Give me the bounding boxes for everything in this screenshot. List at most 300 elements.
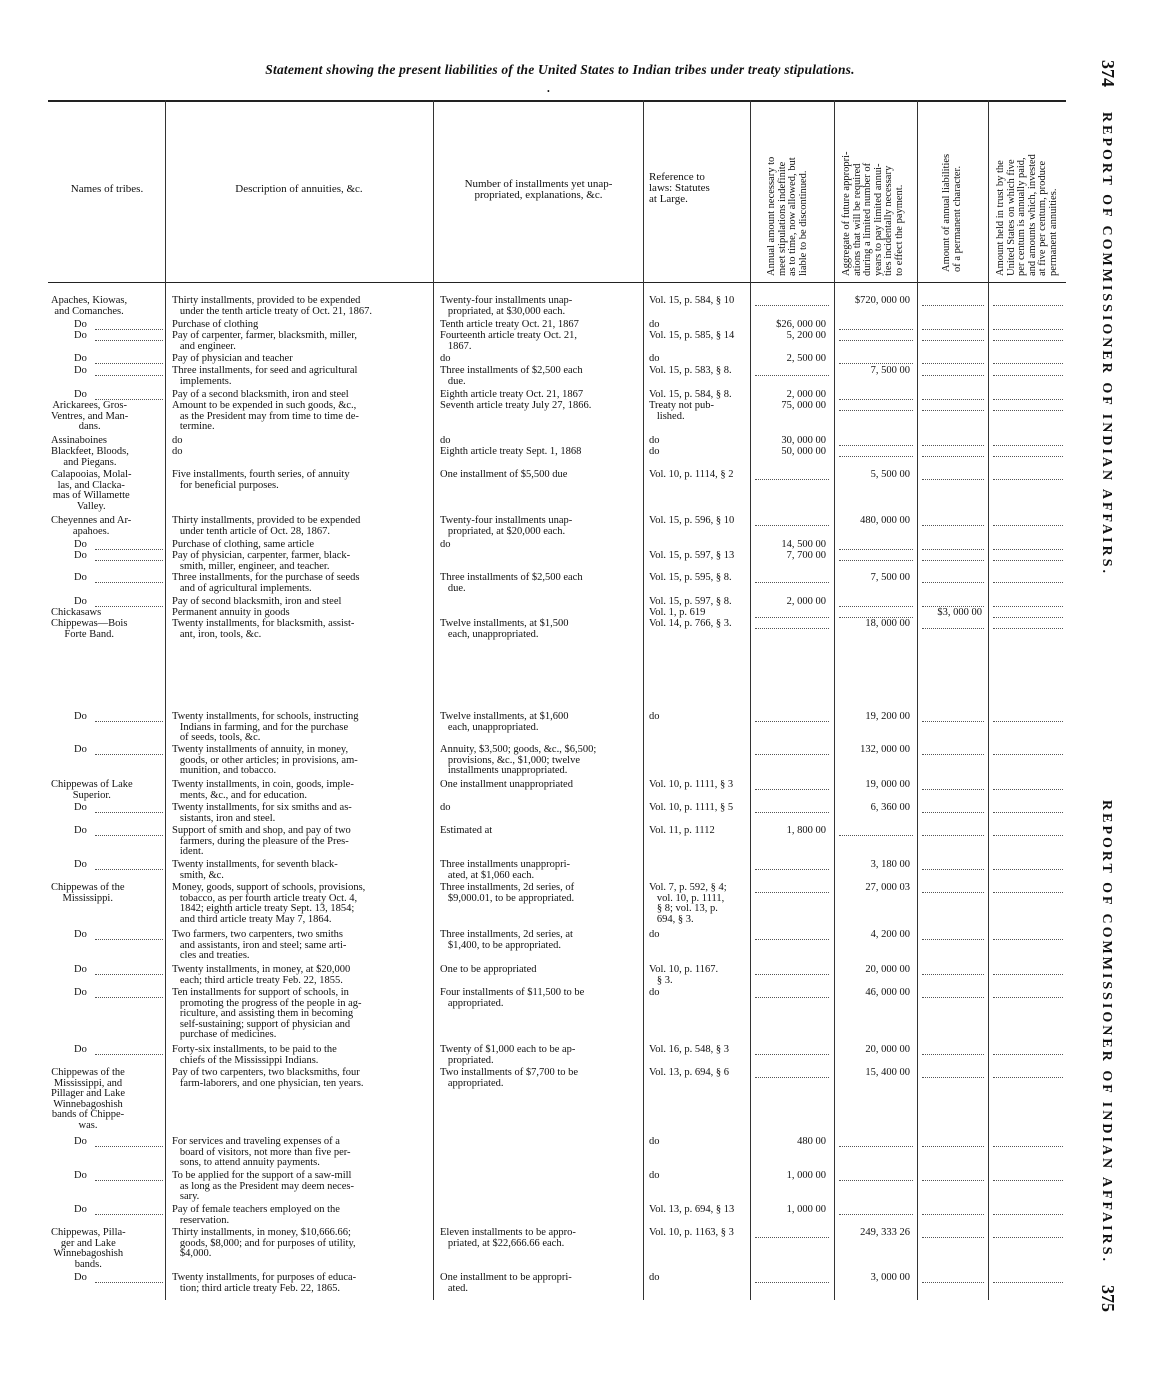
dot-leader [839, 399, 913, 401]
installments-note: Annuity, $3,500; goods, &c., $6,500; provisions, &c., $1,000; twelve installments unappropriated. [440, 744, 597, 776]
dot-leader [755, 582, 829, 584]
col-divider-6 [917, 100, 918, 1300]
law-reference: Treaty not pub- lished. [649, 400, 714, 422]
dot-leader [922, 869, 984, 871]
installments-note: do [440, 802, 451, 813]
dot-leader [755, 525, 829, 527]
side-header-bottom: REPORT OF COMMISSIONER OF INDIAN AFFAIRS. [1099, 800, 1114, 1264]
tribe-name: Blackfeet, Bloods, and Piegans. [51, 446, 129, 468]
annuity-description: Twenty installments of annuity, in money, goods, or other articles; in provisions, am- munition, and tobacco. [172, 744, 358, 776]
installments-note: Fourteenth article treaty Oct. 21, 1867. [440, 330, 578, 352]
dot-leader [993, 1282, 1063, 1284]
dot-leader [922, 305, 984, 307]
dot-leader [95, 1282, 163, 1284]
dot-leader [993, 363, 1063, 365]
dot-leader [755, 479, 829, 481]
law-reference: Vol. 13, p. 694, § 6 [649, 1067, 730, 1078]
law-reference: Vol. 15, p. 597, § 8. [649, 596, 732, 607]
annuity-description: Purchase of clothing [172, 319, 259, 330]
header-trust: Amount held in trust by the United States on which five per centum is annually paid, and amounts which, invested at five per centum, produce permanent annuities. [995, 154, 1059, 276]
law-reference: do [649, 929, 660, 940]
dot-leader [839, 835, 913, 837]
aggregate-amount: 19, 200 00 [865, 711, 910, 722]
dot-leader [839, 410, 913, 412]
annuity-description: Twenty installments, for purposes of educa- tion; third article treaty Feb. 22, 1865. [172, 1272, 357, 1294]
tribe-name: Calapooias, Molal- las, and Clacka- mas of Willamette Valley. [51, 469, 132, 512]
law-reference: Vol. 15, p. 584, § 8. [649, 389, 732, 400]
installments-note: do [440, 353, 451, 364]
aggregate-amount: 480, 000 00 [860, 515, 910, 526]
tribe-name: Do [74, 802, 87, 813]
installments-note: Twenty-four installments unap- propriated, at $30,000 each. [440, 295, 573, 317]
dot-leader [95, 340, 163, 342]
annuity-description: To be applied for the support of a saw-mill as long as the President may deem neces- sary. [172, 1170, 354, 1202]
dot-leader [993, 628, 1063, 630]
dot-leader [993, 835, 1063, 837]
dot-leader [922, 525, 984, 527]
law-reference: Vol. 7, p. 592, § 4; vol. 10, p. 1111, § 8; vol. 13, p. 694, § 3. [649, 882, 727, 925]
aggregate-amount: 3, 180 00 [870, 859, 910, 870]
law-reference: do [649, 435, 660, 446]
dot-leader [993, 456, 1063, 458]
law-reference: Vol. 10, p. 1111, § 5 [649, 802, 734, 813]
installments-note: One installment to be appropri- ated. [440, 1272, 572, 1294]
tribe-name: Do [74, 353, 87, 364]
annual-amount: 75, 000 00 [781, 400, 826, 411]
side-header-top: REPORT OF COMMISSIONER OF INDIAN AFFAIRS. [1099, 112, 1114, 576]
annuity-description: Pay of female teachers employed on the reservation. [172, 1204, 340, 1226]
dot-leader [95, 721, 163, 723]
dot-leader [922, 1214, 984, 1216]
law-reference: do [649, 319, 660, 330]
annuity-description: Forty-six installments, to be paid to the chiefs of the Mississippi Indians. [172, 1044, 337, 1066]
installments-note: One installment of $5,500 due [440, 469, 568, 480]
dot-leader [993, 560, 1063, 562]
annuity-description: Pay of physician and teacher [172, 353, 293, 364]
dot-leader [993, 892, 1063, 894]
col-divider-3 [643, 100, 644, 1300]
dot-leader [993, 479, 1063, 481]
page-number-bottom: 375 [1098, 1285, 1118, 1312]
tribe-name: Apaches, Kiowas, and Comanches. [51, 295, 128, 317]
installments-note: Eleven installments to be appro- priated, at $22,666.66 each. [440, 1227, 576, 1249]
installments-note: Eighth article treaty Sept. 1, 1868 [440, 446, 582, 457]
dot-leader [839, 445, 913, 447]
page-title: Statement showing the present liabilities of the United States to Indian tribes under treaty stipulations. [265, 62, 855, 77]
aggregate-amount: 46, 000 00 [865, 987, 910, 998]
aggregate-amount: 3, 000 00 [870, 1272, 910, 1283]
dot-leader [993, 1077, 1063, 1079]
dot-leader [922, 399, 984, 401]
annuity-description: Thirty installments, provided to be expended under tenth article of Oct. 28, 1867. [172, 515, 361, 537]
dot-leader [922, 582, 984, 584]
dot-leader [755, 789, 829, 791]
dot-leader [755, 869, 829, 871]
dot-leader [755, 754, 829, 756]
dot-leader [922, 479, 984, 481]
header-permanent: Amount of annual liabilities of a permanent character. [941, 153, 963, 272]
tribe-name: Do [74, 859, 87, 870]
dot-leader [755, 974, 829, 976]
dot-leader [993, 410, 1063, 412]
annual-amount: $26, 000 00 [776, 319, 826, 330]
law-reference: do [649, 711, 660, 722]
installments-note: Twelve installments, at $1,600 each, unappropriated. [440, 711, 569, 733]
dot-leader [95, 560, 163, 562]
dot-leader [95, 549, 163, 551]
dot-leader [839, 1146, 913, 1148]
dot-leader [755, 721, 829, 723]
tribe-name: Do [74, 1170, 87, 1181]
dot-leader [922, 363, 984, 365]
installments-note: One installment unappropriated [440, 779, 573, 790]
dot-leader [993, 399, 1063, 401]
dot-leader [755, 628, 829, 630]
dot-leader [95, 606, 163, 608]
tribe-name: Do [74, 1136, 87, 1147]
header-reference: Reference to laws: Statutes at Large. [649, 171, 710, 205]
dot-leader [922, 1237, 984, 1239]
dot-leader [993, 1237, 1063, 1239]
annual-amount: 2, 000 00 [786, 596, 826, 607]
dot-leader [993, 754, 1063, 756]
dot-leader [95, 1146, 163, 1148]
installments-note: Four installments of $11,500 to be appropriated. [440, 987, 585, 1009]
tribe-name: Do [74, 572, 87, 583]
law-reference: Vol. 15, p. 596, § 10 [649, 515, 735, 526]
dot-leader [993, 1146, 1063, 1148]
annuity-description: Ten installments for support of schools, in promoting the progress of the people in ag- riculture, and assisting them in becoming self-sustaining; support of physician and purchase of medicines. [172, 987, 362, 1040]
dot-leader [755, 1282, 829, 1284]
annual-amount: 2, 500 00 [786, 353, 826, 364]
aggregate-amount: 6, 360 00 [870, 802, 910, 813]
dot-leader [922, 340, 984, 342]
tribe-name: Chickasaws [51, 607, 102, 618]
header-installments: Number of installments yet unap- propriated, explanations, &c. [464, 178, 613, 201]
dot-leader [922, 1282, 984, 1284]
annuity-description: Three installments, for seed and agricultural implements. [172, 365, 358, 387]
aggregate-amount: 249, 333 26 [860, 1227, 910, 1238]
tribe-name: Do [74, 596, 87, 607]
dot-leader [95, 375, 163, 377]
annuity-description: Twenty installments, for seventh black- smith, &c. [172, 859, 338, 881]
aggregate-amount: $720, 000 00 [854, 295, 910, 306]
page-number-top: 374 [1098, 60, 1118, 87]
annual-amount: 50, 000 00 [781, 446, 826, 457]
dot-leader [755, 375, 829, 377]
dot-leader [993, 375, 1063, 377]
dot-leader [993, 1214, 1063, 1216]
annual-amount: 1, 800 00 [786, 825, 826, 836]
installments-note: Estimated at [440, 825, 493, 836]
dot-leader [993, 617, 1063, 619]
aggregate-amount: 20, 000 00 [865, 964, 910, 975]
dot-leader [95, 1214, 163, 1216]
aggregate-amount: 4, 200 00 [870, 929, 910, 940]
dot-leader [95, 1180, 163, 1182]
tribe-name: Do [74, 964, 87, 975]
dot-leader [993, 445, 1063, 447]
tribe-name: Arickarees, Gros- Ventres, and Man- dans. [51, 400, 129, 432]
dot-leader [922, 754, 984, 756]
dot-leader [95, 835, 163, 837]
annuity-description: do [172, 435, 183, 446]
dot-leader [993, 869, 1063, 871]
dot-leader [95, 974, 163, 976]
aggregate-amount: 7, 500 00 [870, 365, 910, 376]
dot-leader [993, 789, 1063, 791]
dot-leader [993, 305, 1063, 307]
installments-note: Three installments of $2,500 each due. [440, 365, 583, 387]
dot-leader [922, 628, 984, 630]
annuity-description: Support of smith and shop, and pay of two farmers, during the pleasure of the Pres- ident. [172, 825, 351, 857]
tribe-name: Do [74, 1272, 87, 1283]
header-rule [48, 282, 1066, 283]
annuity-description: For services and traveling expenses of a board of visitors, not more than five per- sons, to attend annuity payments. [172, 1136, 351, 1168]
tribe-name: Chippewas, Pilla- ger and Lake Winnebagoshish bands. [51, 1227, 126, 1270]
law-reference: do [649, 987, 660, 998]
dot-leader [839, 329, 913, 331]
dot-leader [839, 456, 913, 458]
installments-note: do [440, 435, 451, 446]
tribe-name: Do [74, 711, 87, 722]
dot-leader [922, 549, 984, 551]
dot-leader [922, 789, 984, 791]
law-reference: Vol. 10, p. 1163, § 3 [649, 1227, 734, 1238]
dot-leader [922, 560, 984, 562]
tribe-name: Do [74, 550, 87, 561]
col-divider-1 [165, 100, 166, 1300]
dot-leader [755, 617, 829, 619]
law-reference: Vol. 10, p. 1114, § 2 [649, 469, 734, 480]
dot-leader [755, 892, 829, 894]
law-reference: Vol. 14, p. 766, § 3. [649, 618, 732, 629]
tribe-name: Do [74, 539, 87, 550]
tribe-name: Do [74, 1044, 87, 1055]
dot-leader [95, 754, 163, 756]
law-reference: do [649, 353, 660, 364]
annuity-description: Money, goods, support of schools, provisions, tobacco, as per fourth article treaty Oct. 4, 1842; eighth article treaty Sept. 13, 1854; and third article treaty May 7, 1864. [172, 882, 366, 925]
annual-amount: 1, 000 00 [786, 1204, 826, 1215]
annuity-description: Twenty installments, in coin, goods, imple- ments, &c., and for education. [172, 779, 354, 801]
tribe-name: Chippewas of the Mississippi. [51, 882, 125, 904]
dot-leader [839, 340, 913, 342]
col-divider-5 [834, 100, 835, 1300]
annual-amount: 1, 000 00 [786, 1170, 826, 1181]
aggregate-amount: 7, 500 00 [870, 572, 910, 583]
col-divider-4 [750, 100, 751, 1300]
dot-leader [993, 549, 1063, 551]
dot-leader [922, 410, 984, 412]
dot-leader [993, 721, 1063, 723]
annuity-description: Pay of physician, carpenter, farmer, black- smith, miller, engineer, and teacher. [172, 550, 351, 572]
tribe-name: Do [74, 987, 87, 998]
dot-leader [922, 445, 984, 447]
aggregate-amount: 18, 000 00 [865, 618, 910, 629]
top-rule [48, 100, 1066, 102]
dot-leader [922, 1077, 984, 1079]
law-reference: do [649, 1272, 660, 1283]
dot-leader [95, 939, 163, 941]
dot-leader [95, 582, 163, 584]
header-description: Description of annuities, &c. [235, 183, 363, 195]
dot-leader [95, 997, 163, 999]
col-divider-7 [988, 100, 989, 1300]
dot-leader [993, 812, 1063, 814]
dot-leader [755, 812, 829, 814]
dot-leader [839, 549, 913, 551]
annuity-description: Pay of a second blacksmith, iron and steel [172, 389, 349, 400]
law-reference: do [649, 1170, 660, 1181]
dot-leader [839, 1214, 913, 1216]
tribe-name: Cheyennes and Ar- apahoes. [51, 515, 132, 537]
tribe-name: Do [74, 389, 87, 400]
col-divider-2 [433, 100, 434, 1300]
annuity-description: Twenty installments, for six smiths and as- sistants, iron and steel. [172, 802, 352, 824]
law-reference: Vol. 15, p. 584, § 10 [649, 295, 735, 306]
aggregate-amount: 19, 000 00 [865, 779, 910, 790]
law-reference: Vol. 11, p. 1112 [649, 825, 715, 836]
installments-note: Three installments, 2d series, at $1,400, to be appropriated. [440, 929, 573, 951]
dot-leader [755, 1054, 829, 1056]
dot-leader [755, 1077, 829, 1079]
dot-leader [922, 1146, 984, 1148]
dot-mark: • [547, 87, 550, 96]
installments-note: Eighth article treaty Oct. 21, 1867 [440, 389, 584, 400]
dot-leader [922, 812, 984, 814]
dot-leader [755, 939, 829, 941]
annual-amount: 14, 500 00 [781, 539, 826, 550]
law-reference: Vol. 10, p. 1111, § 3 [649, 779, 734, 790]
installments-note: One to be appropriated [440, 964, 537, 975]
dot-leader [95, 363, 163, 365]
dot-leader [993, 974, 1063, 976]
law-reference: do [649, 446, 660, 457]
dot-leader [755, 305, 829, 307]
law-reference: Vol. 16, p. 548, § 3 [649, 1044, 730, 1055]
tribe-name: Chippewas—Bois Forte Band. [51, 618, 128, 640]
tribe-name: Do [74, 825, 87, 836]
annuity-description: Pay of second blacksmith, iron and steel [172, 596, 342, 607]
dot-leader [922, 892, 984, 894]
tribe-name: Chippewas of the Mississippi, and Pillager and Lake Winnebagoshish bands of Chippe- was. [51, 1067, 126, 1131]
installments-note: Tenth article treaty Oct. 21, 1867 [440, 319, 579, 330]
dot-leader [839, 560, 913, 562]
header-aggregate: Aggregate of future appropri- ations that will be required during a limited number of years to pay limited annui- ties incidentally necessary to effect the payment. [841, 151, 905, 276]
annual-amount: 7, 700 00 [786, 550, 826, 561]
dot-leader [993, 1054, 1063, 1056]
dot-leader [922, 1054, 984, 1056]
annuity-description: Thirty installments, in money, $10,666.66; goods, $8,000; and for purposes of utility, $4,000. [172, 1227, 356, 1259]
annuity-description: Twenty installments, for blacksmith, assist- ant, iron, tools, &c. [172, 618, 355, 640]
header-annual: Annual amount necessary to meet stipulations indefinite as to time, now allowed, but liable to be discontinued. [766, 156, 809, 276]
tribe-name: Do [74, 929, 87, 940]
dot-leader [993, 340, 1063, 342]
tribe-name: Do [74, 365, 87, 376]
installments-note: Three installments of $2,500 each due. [440, 572, 583, 594]
installments-note: Three installments, 2d series, of $9,000.01, to be appropriated. [440, 882, 575, 904]
annuity-description: do [172, 446, 183, 457]
installments-note: Two installments of $7,700 to be appropriated. [440, 1067, 579, 1089]
dot-leader [993, 997, 1063, 999]
tribe-name: Do [74, 744, 87, 755]
annuity-description: Amount to be expended in such goods, &c., as the President may from time to time de- termine. [172, 400, 359, 432]
law-reference: Vol. 15, p. 595, § 8. [649, 572, 732, 583]
law-reference: do [649, 1136, 660, 1147]
dot-leader [922, 1180, 984, 1182]
aggregate-amount: 27, 000 03 [865, 882, 910, 893]
annuity-description: Five installments, fourth series, of annuity for beneficial purposes. [172, 469, 350, 491]
dot-leader [839, 1180, 913, 1182]
dot-leader [922, 835, 984, 837]
annuity-description: Two farmers, two carpenters, two smiths and assistants, iron and steel; same arti- cles and treaties. [172, 929, 347, 961]
annual-amount: 480 00 [797, 1136, 826, 1147]
law-reference: Vol. 15, p. 583, § 8. [649, 365, 732, 376]
annuity-description: Pay of carpenter, farmer, blacksmith, miller, and engineer. [172, 330, 358, 352]
dot-leader [993, 329, 1063, 331]
installments-note: Three installments unappropri- ated, at $1,060 each. [440, 859, 571, 881]
dot-leader [839, 606, 913, 608]
law-reference: Vol. 15, p. 597, § 13 [649, 550, 735, 561]
dot-leader [922, 721, 984, 723]
tribe-name: Do [74, 330, 87, 341]
header-names: Names of tribes. [70, 183, 144, 195]
dot-leader [993, 606, 1063, 608]
dot-leader [922, 974, 984, 976]
aggregate-amount: 20, 000 00 [865, 1044, 910, 1055]
dot-leader [993, 525, 1063, 527]
annual-amount: 30, 000 00 [781, 435, 826, 446]
installments-note: Seventh article treaty July 27, 1866. [440, 400, 592, 411]
annuity-description: Twenty installments, for schools, instructing Indians in farming, and for the purchase of seeds, tools, &c. [172, 711, 359, 743]
dot-leader [755, 997, 829, 999]
annuity-description: Purchase of clothing, same article [172, 539, 314, 550]
dot-leader [993, 582, 1063, 584]
dot-leader [993, 939, 1063, 941]
dot-leader [922, 939, 984, 941]
installments-note: Twelve installments, at $1,500 each, unappropriated. [440, 618, 569, 640]
installments-note: Twenty-four installments unap- propriated, at $20,000 each. [440, 515, 573, 537]
installments-note: do [440, 539, 451, 550]
dot-leader [95, 812, 163, 814]
dot-leader [95, 329, 163, 331]
dot-leader [922, 456, 984, 458]
dot-leader [922, 375, 984, 377]
law-reference: Vol. 13, p. 694, § 13 [649, 1204, 735, 1215]
aggregate-amount: 132, 000 00 [860, 744, 910, 755]
dot-leader [95, 869, 163, 871]
tribe-name: Do [74, 319, 87, 330]
tribe-name: Assinaboines [51, 435, 107, 446]
aggregate-amount: 5, 500 00 [870, 469, 910, 480]
annuity-description: Permanent annuity in goods [172, 607, 290, 618]
aggregate-amount: 15, 400 00 [865, 1067, 910, 1078]
annual-amount: 5, 200 00 [786, 330, 826, 341]
annuity-description: Thirty installments, provided to be expended under the tenth article treaty of Oct. 21, 1867. [172, 295, 373, 317]
permanent-amount: $3, 000 00 [937, 607, 982, 618]
dot-leader [922, 329, 984, 331]
dot-leader [993, 1180, 1063, 1182]
dot-leader [755, 1237, 829, 1239]
law-reference: Vol. 1, p. 619 [649, 607, 706, 618]
annual-amount: 2, 000 00 [786, 389, 826, 400]
dot-leader [95, 1054, 163, 1056]
annuity-description: Pay of two carpenters, two blacksmiths, four farm-laborers, and one physician, ten years. [172, 1067, 364, 1089]
law-reference: Vol. 15, p. 585, § 14 [649, 330, 735, 341]
tribe-name: Do [74, 1204, 87, 1215]
annuity-description: Twenty installments, in money, at $20,000 each; third article treaty Feb. 22, 1855. [172, 964, 351, 986]
installments-note: Twenty of $1,000 each to be ap- propriated. [440, 1044, 576, 1066]
